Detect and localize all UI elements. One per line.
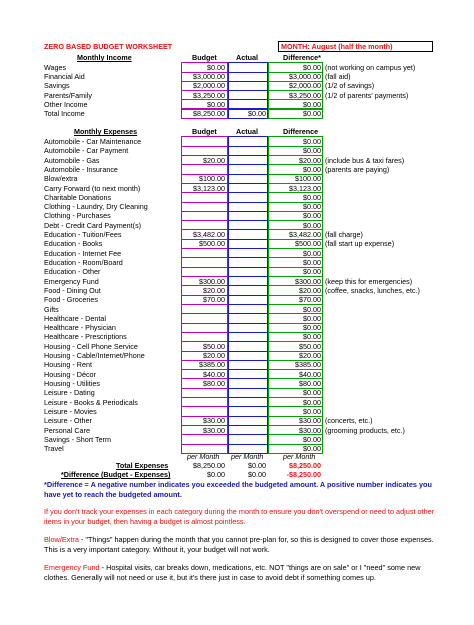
income-difference-cell: $2,000.00 <box>289 81 321 91</box>
row-divider <box>228 285 268 286</box>
income-note: (fall aid) <box>325 72 351 82</box>
expense-difference-cell: $500.00 <box>295 239 321 249</box>
row-divider <box>181 202 228 203</box>
row-divider <box>228 81 268 82</box>
row-divider <box>181 304 228 305</box>
expense-note: (include bus & taxi fares) <box>325 155 405 165</box>
row-divider <box>228 304 268 305</box>
income-budget-cell[interactable]: $3,000.00 <box>193 72 225 82</box>
row-divider <box>228 155 268 156</box>
expense-difference-cell: $0.00 <box>303 164 321 174</box>
income-difference-cell: $3,000.00 <box>289 72 321 82</box>
income-difference-cell: $3,250.00 <box>289 90 321 100</box>
expense-difference-cell: $0.00 <box>303 211 321 221</box>
expense-difference-cell: $0.00 <box>303 146 321 156</box>
row-divider <box>228 378 268 379</box>
expense-label: Savings - Short Term <box>44 434 111 444</box>
expense-budget-cell[interactable]: $30.00 <box>203 425 225 435</box>
income-bottom-border <box>181 118 228 119</box>
income-label: Other Income <box>44 99 88 109</box>
expense-budget-cell[interactable]: $300.00 <box>199 276 225 286</box>
expense-difference-cell: $100.00 <box>295 174 321 184</box>
expense-label: Food - Dining Out <box>44 285 101 295</box>
row-divider <box>228 99 268 100</box>
expense-difference-cell: $20.00 <box>299 155 321 165</box>
expense-label: Carry Forward (to next month) <box>44 183 141 193</box>
income-note: (1/2 of parents' payments) <box>325 90 409 100</box>
expense-difference-cell: $20.00 <box>299 351 321 361</box>
income-label: Total Income <box>44 109 85 118</box>
income-budget-cell[interactable]: $0.00 <box>207 99 225 109</box>
expense-difference-cell: $0.00 <box>303 388 321 398</box>
row-divider <box>228 416 268 417</box>
expense-label: Emergency Fund <box>44 276 99 286</box>
expense-note: (parents are paying) <box>325 164 390 174</box>
expense-difference-cell: $0.00 <box>303 304 321 314</box>
expense-note: (grooming products, etc.) <box>325 425 405 435</box>
expenses-budget-header: Budget <box>192 127 217 136</box>
expense-difference-cell: $0.00 <box>303 248 321 258</box>
expense-label: Blow/extra <box>44 174 78 184</box>
income-budget-cell[interactable]: $3,250.00 <box>193 90 225 100</box>
row-divider <box>228 211 268 212</box>
row-divider <box>228 229 268 230</box>
row-divider <box>181 146 228 147</box>
expense-label: Housing - Cable/Internet/Phone <box>44 351 145 361</box>
expense-label: Automobile - Gas <box>44 155 100 165</box>
expense-note: (concerts, etc.) <box>325 416 373 426</box>
expense-label: Debt - Credit Card Payment(s) <box>44 220 142 230</box>
expense-budget-cell[interactable]: $20.00 <box>203 155 225 165</box>
income-bottom-border <box>268 118 323 119</box>
actual-per-month: per Month <box>231 452 264 461</box>
expense-difference-cell: $3,123.00 <box>289 183 321 193</box>
expense-difference-cell: $40.00 <box>299 369 321 379</box>
expense-label: Housing - Rent <box>44 360 92 370</box>
expense-label: Healthcare - Prescriptions <box>44 332 127 342</box>
expense-budget-cell[interactable]: $100.00 <box>199 174 225 184</box>
expenses-actual-header: Actual <box>236 127 258 136</box>
expense-difference-cell: $50.00 <box>299 341 321 351</box>
expense-difference-cell: $0.00 <box>303 406 321 416</box>
income-note: (not working on campus yet) <box>325 63 416 72</box>
expenses-section-label: Monthly Expenses <box>74 127 138 136</box>
expense-label: Housing - Cell Phone Service <box>44 341 138 351</box>
row-divider <box>228 174 268 175</box>
income-label: Savings <box>44 81 70 91</box>
row-divider <box>228 351 268 352</box>
month-field[interactable]: MONTH: August (half the month) <box>278 41 433 52</box>
tracking-note: If you don't track your expenses in each category during the month to ensure you don't overspend or need to adjust other items in your budget, then having a budget is almost pointless. <box>44 507 435 526</box>
income-bottom-border <box>228 118 268 119</box>
row-divider <box>181 267 228 268</box>
expense-difference-cell: $0.00 <box>303 434 321 444</box>
income-note: (1/2 of savings) <box>325 81 375 91</box>
expense-label: Housing - Décor <box>44 369 96 379</box>
income-difference-cell: $0.00 <box>303 63 321 72</box>
row-divider <box>181 220 228 221</box>
row-divider <box>181 406 228 407</box>
income-actual-cell[interactable]: $0.00 <box>248 109 266 118</box>
expense-budget-cell[interactable]: $20.00 <box>203 351 225 361</box>
expense-difference-cell: $0.00 <box>303 202 321 212</box>
expense-budget-cell[interactable]: $80.00 <box>203 379 225 389</box>
row-divider <box>181 434 228 435</box>
expense-note: (coffee, snacks, lunches, etc.) <box>325 285 420 295</box>
income-budget-cell[interactable]: $2,000.00 <box>193 81 225 91</box>
row-divider <box>181 164 228 165</box>
expense-budget-cell[interactable]: $385.00 <box>199 360 225 370</box>
row-divider <box>181 192 228 193</box>
expense-label: Gifts <box>44 304 59 314</box>
row-divider <box>228 72 268 73</box>
expense-budget-cell[interactable]: $50.00 <box>203 341 225 351</box>
expense-budget-cell[interactable]: $20.00 <box>203 285 225 295</box>
row-divider <box>228 220 268 221</box>
expense-label: Education - Other <box>44 267 101 277</box>
expense-note: (fall charge) <box>325 230 363 240</box>
expense-label: Leisure - Books & Periodicals <box>44 397 138 407</box>
expense-budget-cell[interactable]: $70.00 <box>203 295 225 305</box>
expense-label: Clothing - Laundry, Dry Cleaning <box>44 202 148 212</box>
expense-label: Leisure - Movies <box>44 406 97 416</box>
expense-difference-cell: $300.00 <box>295 276 321 286</box>
income-label: Financial Aid <box>44 72 85 82</box>
row-divider <box>228 276 268 277</box>
expense-label: Leisure - Dating <box>44 388 95 398</box>
expense-note: (keep this for emergencies) <box>325 276 413 286</box>
difference-total: -$8,250.00 <box>286 470 321 479</box>
row-divider <box>228 192 268 193</box>
expense-label: Healthcare - Physician <box>44 323 116 333</box>
expense-difference-cell: $0.00 <box>303 258 321 267</box>
row-divider <box>228 295 268 296</box>
expense-difference-cell: $20.00 <box>299 285 321 295</box>
difference-footnote: *Difference = A negative number indicates you exceeded the budgeted amount. A positive number indicates you have yet to reach the budgeted amount. <box>44 480 432 499</box>
total-expenses-label: Total Expenses <box>116 461 169 470</box>
expense-difference-cell: $70.00 <box>299 295 321 305</box>
row-divider <box>181 444 228 445</box>
row-divider <box>228 202 268 203</box>
emergency-fund-title: Emergency Fund <box>44 563 100 572</box>
row-divider <box>228 164 268 165</box>
row-divider <box>181 248 228 249</box>
row-divider <box>181 388 228 389</box>
difference-budget: $0.00 <box>207 470 225 479</box>
expense-label: Automobile - Insurance <box>44 164 118 174</box>
expense-difference-cell: $0.00 <box>303 220 321 230</box>
row-divider <box>228 444 268 445</box>
income-difference-cell: $0.00 <box>303 99 321 109</box>
row-divider <box>228 369 268 370</box>
expense-difference-cell: $80.00 <box>299 379 321 389</box>
row-divider <box>228 90 268 91</box>
expense-budget-cell[interactable]: $3,482.00 <box>193 230 225 240</box>
difference-budget-expenses-label: *Difference (Budget - Expenses) <box>61 470 171 479</box>
row-divider <box>228 332 268 333</box>
expense-difference-cell: $385.00 <box>295 360 321 370</box>
expense-label: Food - Groceries <box>44 295 98 305</box>
expense-difference-cell: $0.00 <box>303 137 321 146</box>
expense-difference-cell: $30.00 <box>299 416 321 426</box>
row-divider <box>228 257 268 258</box>
row-divider <box>228 388 268 389</box>
expense-budget-cell[interactable]: $30.00 <box>203 416 225 426</box>
row-divider <box>228 313 268 314</box>
expense-budget-cell[interactable]: $40.00 <box>203 369 225 379</box>
blow-extra-note <box>44 535 444 555</box>
expense-label: Education - Books <box>44 239 103 249</box>
income-label: Parents/Family <box>44 90 92 100</box>
income-label: Wages <box>44 63 67 72</box>
row-divider <box>228 434 268 435</box>
expense-difference-cell: $0.00 <box>303 192 321 202</box>
income-difference-header: Difference* <box>283 53 321 62</box>
expense-label: Automobile - Car Maintenance <box>44 137 142 146</box>
blow-extra-title: Blow/Extra <box>44 535 79 544</box>
row-divider <box>181 313 228 314</box>
income-difference-cell: $0.00 <box>303 109 321 118</box>
income-section-label: Monthly Income <box>77 53 132 62</box>
expense-label: Clothing - Purchases <box>44 211 111 221</box>
expense-note: (fall start up expense) <box>325 239 395 249</box>
row-divider <box>181 257 228 258</box>
budget-per-month: per Month <box>187 452 220 461</box>
total-expenses-budget: $8,250.00 <box>193 461 225 470</box>
difference-per-month: per Month <box>283 452 316 461</box>
expense-label: Education - Tuition/Fees <box>44 230 122 240</box>
expense-difference-cell: $0.00 <box>303 444 321 454</box>
row-divider <box>228 239 268 240</box>
row-divider <box>228 397 268 398</box>
expense-difference-cell: $0.00 <box>303 313 321 323</box>
total-expenses-difference: $8,250.00 <box>289 461 321 470</box>
emergency-fund-note <box>44 563 444 583</box>
expense-difference-cell: $0.00 <box>303 267 321 277</box>
expense-budget-cell[interactable]: $3,123.00 <box>193 183 225 193</box>
row-divider <box>228 267 268 268</box>
row-divider <box>228 183 268 184</box>
expense-label: Education - Room/Board <box>44 258 123 267</box>
expense-label: Leisure - Other <box>44 416 92 426</box>
row-divider <box>228 360 268 361</box>
expense-label: Housing - Utilities <box>44 379 100 389</box>
expense-budget-cell[interactable]: $500.00 <box>199 239 225 249</box>
expenses-difference-header: Difference <box>283 127 319 136</box>
expense-difference-cell: $30.00 <box>299 425 321 435</box>
expense-label: Travel <box>44 444 64 454</box>
expense-label: Charitable Donations <box>44 192 112 202</box>
expense-label: Personal Care <box>44 425 90 435</box>
income-budget-cell[interactable]: $0.00 <box>207 63 225 72</box>
expense-difference-cell: $0.00 <box>303 323 321 333</box>
difference-actual: $0.00 <box>248 470 266 479</box>
row-divider <box>228 146 268 147</box>
income-budget-cell[interactable]: $8,250.00 <box>193 109 225 118</box>
expense-label: Education - Internet Fee <box>44 248 122 258</box>
emergency-fund-text: - Hospital visits, car breaks down, medications, etc. NOT "things are on sale" or I "need" some new clothes. Generally will not need or use it, but it's there just in case to avoid debt if something comes up. <box>44 563 421 582</box>
expense-label: Automobile - Car Payment <box>44 146 129 156</box>
expense-difference-cell: $3,482.00 <box>289 230 321 240</box>
row-divider <box>181 332 228 333</box>
blow-extra-text: - "Things" happen during the month that you cannot pre-plan for, so this is designed to cover those expenses. This is a very important category. Without it, your budget will not work. <box>44 535 434 554</box>
expense-label: Healthcare - Dental <box>44 313 106 323</box>
expense-difference-cell: $0.00 <box>303 332 321 342</box>
row-divider <box>228 248 268 249</box>
row-divider <box>181 397 228 398</box>
expense-difference-cell: $0.00 <box>303 397 321 407</box>
total-expenses-actual: $0.00 <box>248 461 266 470</box>
row-divider <box>181 211 228 212</box>
income-budget-header: Budget <box>192 53 217 62</box>
row-divider <box>228 406 268 407</box>
row-divider <box>228 323 268 324</box>
row-divider <box>228 341 268 342</box>
worksheet-title: ZERO BASED BUDGET WORKSHEET <box>44 42 173 51</box>
row-divider <box>228 425 268 426</box>
income-actual-header: Actual <box>236 53 258 62</box>
row-divider <box>181 323 228 324</box>
